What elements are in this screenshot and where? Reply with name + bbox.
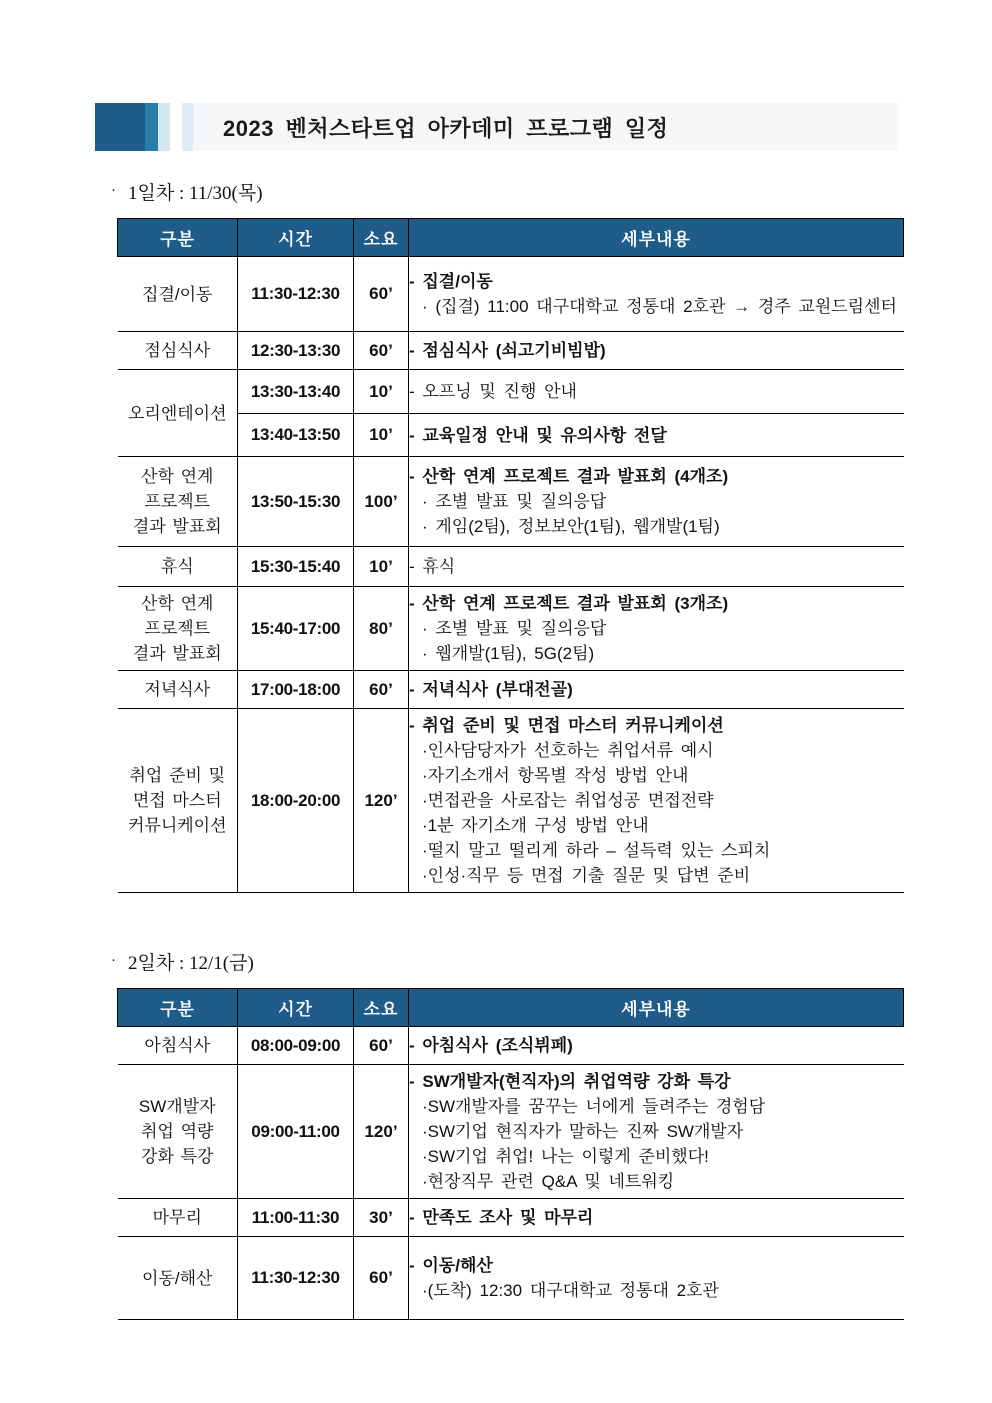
title-deco-strip-1 <box>145 103 158 151</box>
details-cell <box>409 1199 904 1237</box>
category-line: 취업 역량 <box>141 1122 214 1141</box>
time-cell: 08:00-09:00 <box>238 1027 354 1065</box>
table-header-cell: 세부내용 <box>409 219 904 257</box>
detail-line: - SW개발자(현직자)의 취업역량 강화 특강 <box>409 1072 731 1091</box>
duration-cell: 60’ <box>354 1027 409 1065</box>
category-line: 집결/이동 <box>142 284 213 304</box>
time-cell: 09:00-11:00 <box>238 1065 354 1199</box>
category-line: 아침식사 <box>144 1036 211 1055</box>
details-cell <box>409 1027 904 1065</box>
category-line: 점심식사 <box>144 341 211 360</box>
table-header-cell: 소요 <box>354 989 409 1027</box>
detail-line: ·SW기업 취업! 나는 이렇게 준비했다! <box>422 1147 709 1166</box>
detail-line: - 휴식 <box>409 557 456 576</box>
details-cell <box>409 370 904 414</box>
detail-line: ·떨지 말고 떨리게 하라 – 설득력 있는 스피치 <box>422 841 771 860</box>
category-line: 취업 준비 및 <box>129 766 226 785</box>
time-cell: 11:00-11:30 <box>238 1199 354 1237</box>
day-section <box>111 178 907 893</box>
detail-line: ·(도착) 12:30 대구대학교 정통대 2호관 <box>422 1281 719 1300</box>
day-heading <box>111 178 907 205</box>
category-cell <box>118 671 238 709</box>
detail-line: - 교육일정 안내 및 유의사항 전달 <box>409 425 667 445</box>
duration-cell: 120’ <box>354 709 409 893</box>
category-cell <box>118 547 238 587</box>
detail-line: · 웹개발(1팀), 5G(2팀) <box>422 644 595 663</box>
detail-line: · 게임(2팀), 정보보안(1팀), 웹개발(1팀) <box>422 517 720 536</box>
category-cell <box>118 457 238 547</box>
duration-cell: 10’ <box>354 414 409 457</box>
category-cell <box>118 587 238 671</box>
duration-cell: 10’ <box>354 370 409 414</box>
day-label-text: 1일차 : 11/30(목) <box>128 183 263 204</box>
detail-line: - 저녁식사 (부대전골) <box>409 680 573 699</box>
table-row <box>118 332 904 370</box>
table-header-cell: 세부내용 <box>409 989 904 1027</box>
document-title-block <box>95 103 905 151</box>
category-line: 저녁식사 <box>144 680 211 699</box>
detail-line: - 이동/해산 <box>409 1256 493 1275</box>
table-row <box>118 1199 904 1237</box>
category-line: 산학 연계 <box>141 467 214 486</box>
category-line: 오리엔테이션 <box>127 403 227 423</box>
day-bullet: · <box>111 953 116 969</box>
time-cell: 18:00-20:00 <box>238 709 354 893</box>
day-heading <box>111 948 907 975</box>
detail-line: ·현장직무 관련 Q&A 및 네트워킹 <box>422 1172 675 1191</box>
detail-line: - 만족도 조사 및 마무리 <box>409 1208 594 1227</box>
time-cell: 12:30-13:30 <box>238 332 354 370</box>
details-cell <box>409 332 904 370</box>
category-line: 결과 발표회 <box>132 644 222 663</box>
detail-line: - 집결/이동 <box>409 272 493 291</box>
detail-line: ·SW기업 현직자가 말하는 진짜 SW개발자 <box>422 1122 744 1141</box>
schedule-table <box>117 988 904 1320</box>
schedule-content <box>111 151 907 1320</box>
table-row <box>118 457 904 547</box>
duration-cell: 10’ <box>354 547 409 587</box>
title-deco-strip-3 <box>182 103 193 151</box>
detail-line: - 취업 준비 및 면접 마스터 커뮤니케이션 <box>409 716 724 735</box>
category-line: 산학 연계 <box>141 594 214 613</box>
day-section <box>111 948 907 1320</box>
category-cell <box>118 370 238 457</box>
table-header-cell: 소요 <box>354 219 409 257</box>
detail-line: · 조별 발표 및 질의응답 <box>422 619 607 638</box>
table-header-row <box>118 989 904 1027</box>
duration-cell: 100’ <box>354 457 409 547</box>
duration-cell: 60’ <box>354 257 409 332</box>
category-line: 휴식 <box>160 557 194 576</box>
table-row <box>118 257 904 332</box>
category-cell <box>118 332 238 370</box>
duration-cell: 60’ <box>354 671 409 709</box>
day-label-text: 2일차 : 12/1(금) <box>128 953 254 974</box>
duration-cell: 120’ <box>354 1065 409 1199</box>
time-cell: 15:30-15:40 <box>238 547 354 587</box>
table-row <box>118 671 904 709</box>
duration-cell: 80’ <box>354 587 409 671</box>
day-bullet: · <box>111 183 116 199</box>
schedule-table <box>117 218 904 893</box>
category-line: 프로젝트 <box>144 492 211 511</box>
time-cell: 17:00-18:00 <box>238 671 354 709</box>
page-title: 2023 벤처스타트업 아카데미 프로그램 일정 <box>223 115 669 141</box>
time-cell: 13:30-13:40 <box>238 370 354 414</box>
details-cell <box>409 1065 904 1199</box>
title-deco-strip-2 <box>158 103 170 151</box>
category-cell <box>118 709 238 893</box>
detail-line: ·인성·직무 등 면접 기출 질문 및 답변 준비 <box>422 866 751 885</box>
detail-line: · (집결) 11:00 대구대학교 정통대 2호관 → 경주 교원드림센터 <box>422 297 897 316</box>
table-row <box>118 587 904 671</box>
time-cell: 11:30-12:30 <box>238 257 354 332</box>
detail-line: ·1분 자기소개 구성 방법 안내 <box>422 816 649 835</box>
details-cell <box>409 671 904 709</box>
category-line: 마무리 <box>152 1208 202 1227</box>
category-line: SW개발자 <box>138 1097 216 1116</box>
detail-line: ·SW개발자를 꿈꾸는 너에게 들려주는 경험담 <box>422 1097 766 1116</box>
time-cell: 11:30-12:30 <box>238 1237 354 1320</box>
category-line: 커뮤니케이션 <box>127 816 227 835</box>
details-cell <box>409 414 904 457</box>
table-header-cell: 구분 <box>118 989 238 1027</box>
table-row <box>118 370 904 414</box>
category-line: 면접 마스터 <box>132 791 222 810</box>
title-deco-square <box>95 103 145 151</box>
category-cell <box>118 1027 238 1065</box>
title-bar <box>193 103 898 151</box>
table-header-cell: 구분 <box>118 219 238 257</box>
time-cell: 13:50-15:30 <box>238 457 354 547</box>
table-row <box>118 1065 904 1199</box>
duration-cell: 30’ <box>354 1199 409 1237</box>
category-line: 프로젝트 <box>144 619 211 638</box>
table-row <box>118 1237 904 1320</box>
details-cell <box>409 257 904 332</box>
detail-line: ·면접관을 사로잡는 취업성공 면접전략 <box>422 791 714 810</box>
duration-cell: 60’ <box>354 1237 409 1320</box>
category-line: 이동/해산 <box>142 1268 213 1288</box>
details-cell <box>409 1237 904 1320</box>
detail-line: - 아침식사 (조식뷔페) <box>409 1036 573 1055</box>
detail-line: - 점심식사 (쇠고기비빔밥) <box>409 341 606 360</box>
category-cell <box>118 1065 238 1199</box>
table-header-cell: 시간 <box>238 989 354 1027</box>
table-header-cell: 시간 <box>238 219 354 257</box>
time-cell: 13:40-13:50 <box>238 414 354 457</box>
table-row <box>118 1027 904 1065</box>
detail-line: - 산학 연계 프로젝트 결과 발표회 (3개조) <box>409 594 729 613</box>
details-cell <box>409 587 904 671</box>
detail-line: - 산학 연계 프로젝트 결과 발표회 (4개조) <box>409 467 729 486</box>
detail-line: · 조별 발표 및 질의응답 <box>422 492 607 511</box>
details-cell <box>409 547 904 587</box>
category-line: 강화 특강 <box>141 1147 214 1166</box>
table-row <box>118 547 904 587</box>
details-cell <box>409 709 904 893</box>
detail-line: ·자기소개서 항목별 작성 방법 안내 <box>422 766 689 785</box>
duration-cell: 60’ <box>354 332 409 370</box>
category-line: 결과 발표회 <box>132 517 222 536</box>
category-cell <box>118 1237 238 1320</box>
category-cell <box>118 1199 238 1237</box>
detail-line: ·인사담당자가 선호하는 취업서류 예시 <box>422 741 714 760</box>
time-cell: 15:40-17:00 <box>238 587 354 671</box>
details-cell <box>409 457 904 547</box>
category-cell <box>118 257 238 332</box>
table-row <box>118 709 904 893</box>
detail-line: - 오프닝 및 진행 안내 <box>409 382 577 401</box>
table-header-row <box>118 219 904 257</box>
